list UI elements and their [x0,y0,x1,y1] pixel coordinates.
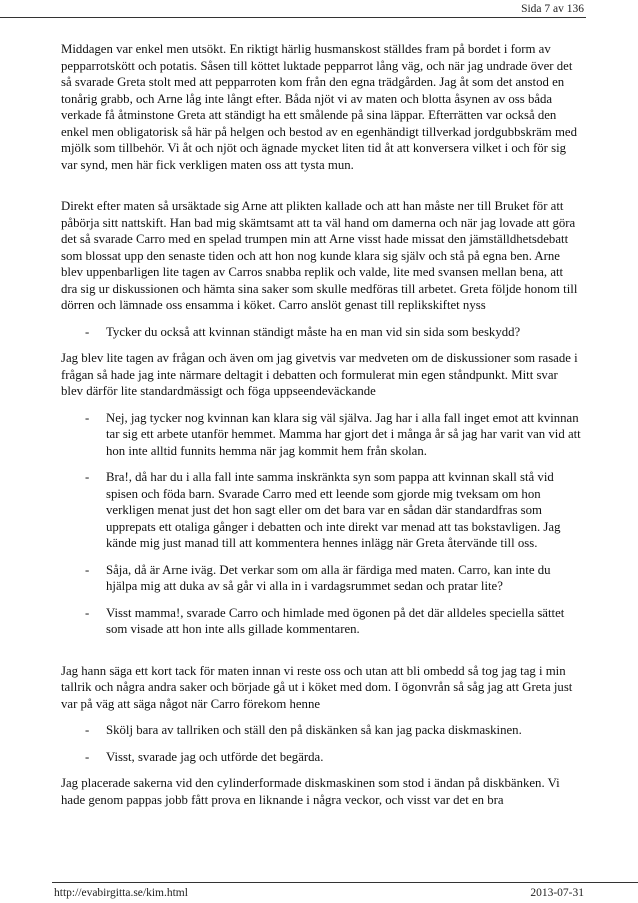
dialogue-text: Visst mamma!, svarade Carro och himlade med ögonen på det där alldeles speciella sättet som visade att hon inte alls gillade kommentaren. [106,605,565,636]
dialogue-dash: - [85,605,90,620]
dialogue-line [61,605,581,638]
paragraph-kitchen: Jag hann säga ett kort tack för maten innan vi reste oss och utan att bli ombedd så tog jag tag i min tallrik och några andra saker och började gå ut i köket med dom. I ögonvrån så såg jag att Greta just var på väg att säga något när Carro förekom henne [61,663,573,711]
dialogue-text: Såja, då är Arne iväg. Det verkar som om alla är färdiga med maten. Carro, kan inte du hjälpa mig att duka av så går vi alla in i vardagsrummet sedan och pratar lite? [106,562,551,593]
paragraph-arne-leaves: Direkt efter maten så ursäktade sig Arne att plikten kallade och att han måste ner till Bruket för att påbörja sitt nattskift. Han bad mig skämtsamt att ta väl hand om damerna och när jag lovade att göra det så svarade Carro med en spelad trumpen min att Arne visst hade missat den jämställdhetsdebatt som blossat upp den senaste tiden och att hon nog kunde klara sig själv och stå på egna ben. Arne blev uppenbarligen lite tagen av Carros snabba replik och valde, lite med svansen mellan bena, att dra sig ur diskussionen och hämta sina saker som skulle medföras till arbetet. Greta följde honom till dörren och lämnade oss ensamma i köket. Carro anslöt genast till replikskiftet nyss [61,199,578,312]
dialogue-text: Bra!, då har du i alla fall inte samma inskränkta syn som pappa att kvinnan skall stå vid spisen och föda barn. Svarade Carro med ett leende som gjorde mig tveksam om hon verkligen menat just det hon sagt eller om det bara var en sådan där standardfras som upprepats ett otaliga gånger i debatten och inte direkt var menad att tas bokstavligen. Jag kände mig just manad till att kommentera hennes inlägg när Greta återvände till oss. [106,470,561,550]
dialogue-dash: - [85,470,90,484]
dialogue-text: Tycker du också att kvinnan ständigt måste ha en man vid sin sida som beskydd? [106,324,521,339]
footer-divider [52,882,638,883]
paragraph-dinner: Middagen var enkel men utsökt. En riktigt härlig husmanskost ställdes fram på bordet i form av pepparrotskött och potatis. Såsen till köttet luktade pepparrot lång väg, och när jag undrade över det så svarade Greta stolt med att pepparroten kom från den egna trädgården. Jag åt som det anstod en tonårig grabb, och Arne låg inte långt efter. Båda njöt vi av maten och blotta åsynen av oss båda verkade få åtminstone Greta att ständigt ha ett smålende på sina läppar. Efterrätten var också den enkel men obligatorisk så här på helgen och bestod av en egenhändigt tillverkad jordgubbskräm med mjölk som tillbehör. Vi åt och njöt och ägnade mycket liten tid åt att konversera vilket i och för sig var synd, men här fick verkligen maten oss att tysta mun. [61,42,577,172]
paragraph-dishwasher: Jag placerade sakerna vid den cylinderformade diskmaskinen som stod i ändan på diskbänken. Vi hade genom pappas jobb fått prova en liknande i några veckor, och visst var det en bra [61,776,560,807]
dialogue-line [61,469,581,552]
footer-url: http://evabirgitta.se/kim.html [54,887,188,899]
dialogue-line [61,410,581,460]
dialogue-text: Nej, jag tycker nog kvinnan kan klara sig väl själva. Jag har i alla fall inget emot att kvinnan tar sig ett arbete utanför hemmet. Mamma har gjort det i många år så jag har varit van vid att hon inte alltid funnits hemma när jag kommit hem från skolan. [106,410,581,458]
footer-date: 2013-07-31 [530,887,584,899]
dialogue-dash: - [85,749,90,764]
header-divider [0,17,586,18]
dialogue-line [61,749,581,766]
dialogue-dash: - [85,562,90,577]
dialogue-line [61,722,581,739]
dialogue-line [61,562,581,595]
dialogue-dash: - [85,723,90,737]
page-number-label: Sida 7 av 136 [521,3,584,15]
dialogue-line [61,324,581,341]
dialogue-text: Visst, svarade jag och utförde det begärda. [106,749,324,764]
dialogue-text: Skölj bara av tallriken och ställ den på diskänken så kan jag packa diskmaskinen. [106,723,522,737]
dialogue-dash: - [85,324,90,339]
dialogue-dash: - [85,410,90,425]
document-body [61,41,581,808]
paragraph-answer-intro: Jag blev lite tagen av frågan och även om jag givetvis var medveten om de diskussioner som rasade i frågan så hade jag inte närmare deltagit i debatten och formulerat min egen ståndpunkt. Mitt svar blev därför lite standardmässigt och föga uppseendeväckande [61,351,578,398]
